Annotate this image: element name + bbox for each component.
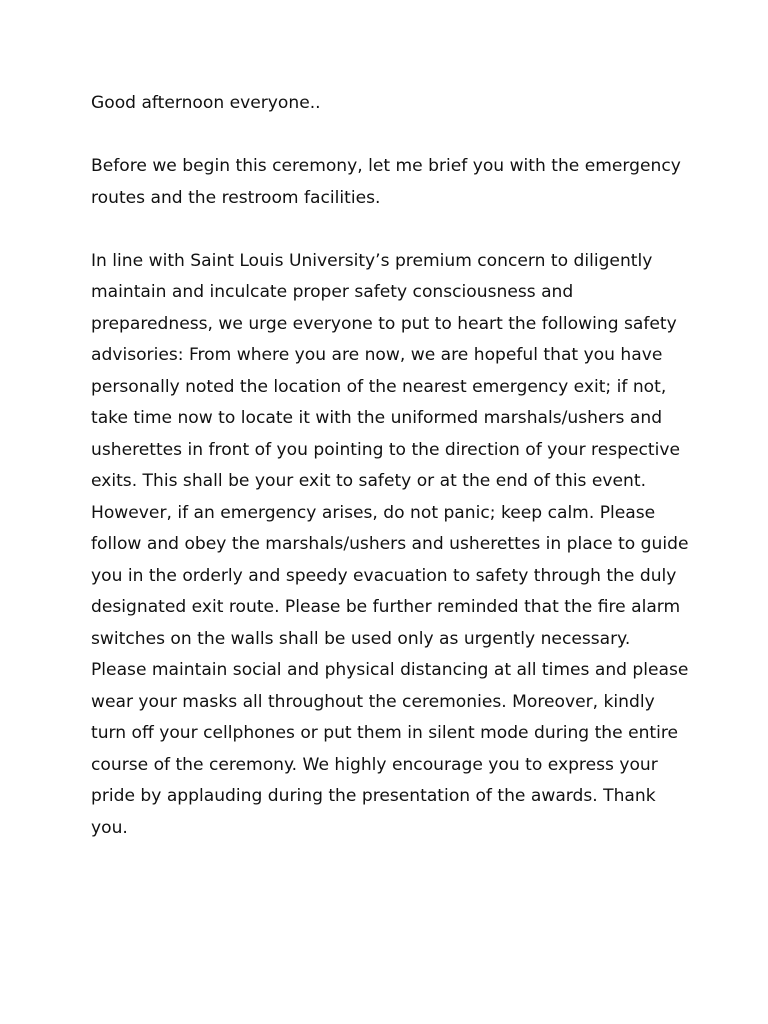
safety-advisory-paragraph: In line with Saint Louis University’s premium concern to diligently maintain and inculcate proper safety consciousness and preparedness, we urge everyone to put to heart the following safety advisories: From where you are now, we are hopeful that you have personally noted the location of the nearest emergency exit; if not, take time now to locate it with the uniformed marshals/ushers and usherettes in front of you pointing to the direction of your respective exits. This shall be your exit to safety or at the end of this event.: [91, 250, 680, 491]
greeting-paragraph: Good afternoon everyone..: [91, 93, 321, 113]
emergency-instructions-paragraph: However, if an emergency arises, do not panic; keep calm. Please follow and obey the marshals/ushers and usherettes in place to guide you in the orderly and speedy evacuation to safety through the duly designated exit route. Please be further reminded that the fire alarm switches on the walls shall be used only as urgently necessary. Please maintain social and physical distancing at all times and please wear your masks all throughout the ceremonies. Moreover, kindly turn off your cellphones or put them in silent mode during the entire course of the ceremony. We highly encourage you to express your pride by applauding during the presentation of the awards. Thank you.: [91, 502, 689, 838]
paragraph-spacer: [91, 120, 691, 152]
intro-paragraph: Before we begin this ceremony, let me brief you with the emergency routes and the restroom facilities.: [91, 156, 681, 208]
document-body: [91, 88, 691, 844]
paragraph-spacer: [91, 214, 691, 246]
